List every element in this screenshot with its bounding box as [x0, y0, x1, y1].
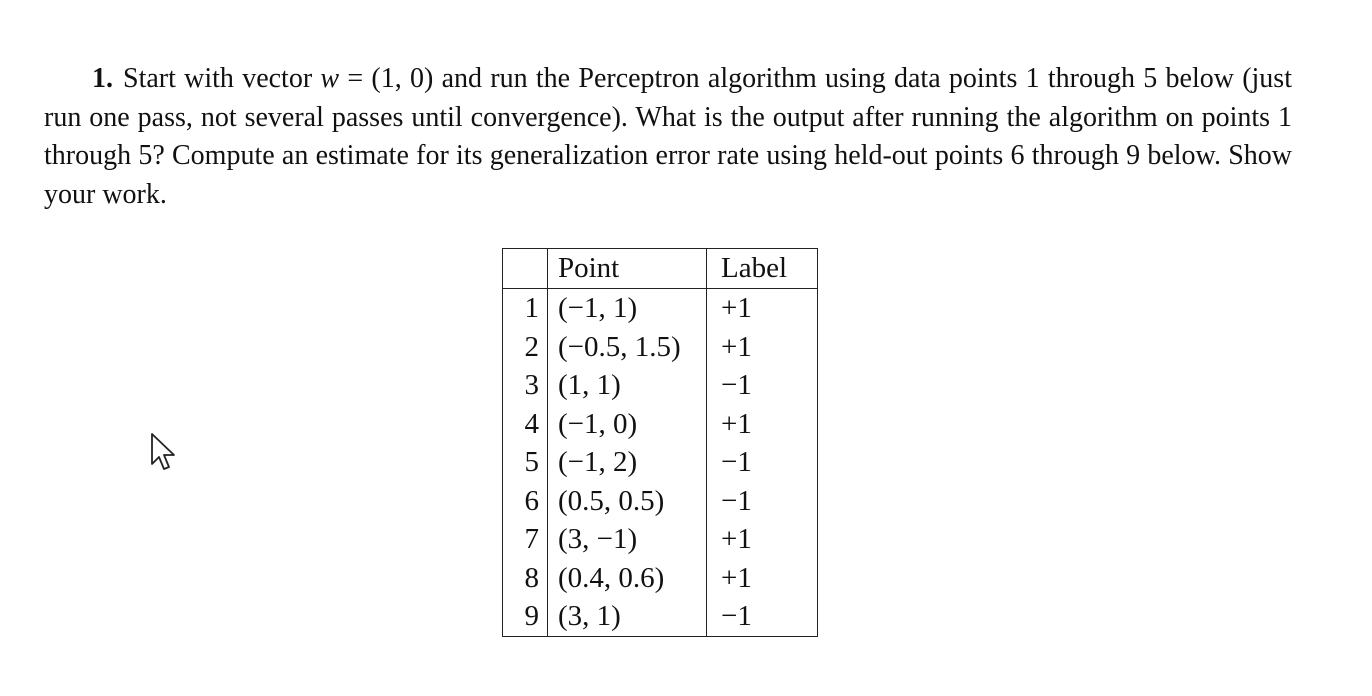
row-index: 4: [503, 405, 548, 444]
row-label: −1: [707, 443, 818, 482]
table-header-row: [503, 249, 818, 289]
problem-number: 1.: [92, 63, 113, 94]
row-label: +1: [707, 328, 818, 367]
row-point: (3, 1): [548, 597, 707, 636]
table-row: [503, 482, 818, 521]
mouse-pointer-icon: [150, 432, 178, 472]
row-index: 9: [503, 597, 548, 636]
row-index: 1: [503, 289, 548, 328]
header-point: Point: [548, 249, 707, 289]
problem-text-rest: = (1, 0) and run the Perceptron algorithm using data points 1 through 5 below (just run one pass, not several passes until convergence). What is the output after running the algorithm on points 1 through 5? Compute an estimate for its generalization error rate using held-out points 6 through 9 below. Show your work.: [44, 63, 1292, 210]
header-label: Label: [707, 249, 818, 289]
row-point: (−1, 2): [548, 443, 707, 482]
row-index: 7: [503, 520, 548, 559]
table-row: [503, 443, 818, 482]
row-index: 6: [503, 482, 548, 521]
table-row: [503, 520, 818, 559]
row-point: (−0.5, 1.5): [548, 328, 707, 367]
row-label: −1: [707, 366, 818, 405]
row-index: 2: [503, 328, 548, 367]
row-point: (3, −1): [548, 520, 707, 559]
table-row: [503, 289, 818, 328]
row-index: 5: [503, 443, 548, 482]
row-label: −1: [707, 597, 818, 636]
row-label: +1: [707, 520, 818, 559]
row-label: +1: [707, 405, 818, 444]
data-points-table: [502, 248, 818, 637]
vector-variable: w: [320, 63, 340, 94]
row-index: 8: [503, 559, 548, 598]
problem-text-start: Start with vector: [123, 63, 321, 94]
table-row: [503, 597, 818, 636]
table-row: [503, 366, 818, 405]
header-index: [503, 249, 548, 289]
table-row: [503, 405, 818, 444]
row-label: +1: [707, 289, 818, 328]
row-point: (−1, 1): [548, 289, 707, 328]
row-point: (0.5, 0.5): [548, 482, 707, 521]
table-row: [503, 559, 818, 598]
table-row: [503, 328, 818, 367]
row-label: +1: [707, 559, 818, 598]
row-label: −1: [707, 482, 818, 521]
row-point: (1, 1): [548, 366, 707, 405]
row-point: (−1, 0): [548, 405, 707, 444]
problem-statement: [44, 60, 1292, 214]
row-index: 3: [503, 366, 548, 405]
row-point: (0.4, 0.6): [548, 559, 707, 598]
